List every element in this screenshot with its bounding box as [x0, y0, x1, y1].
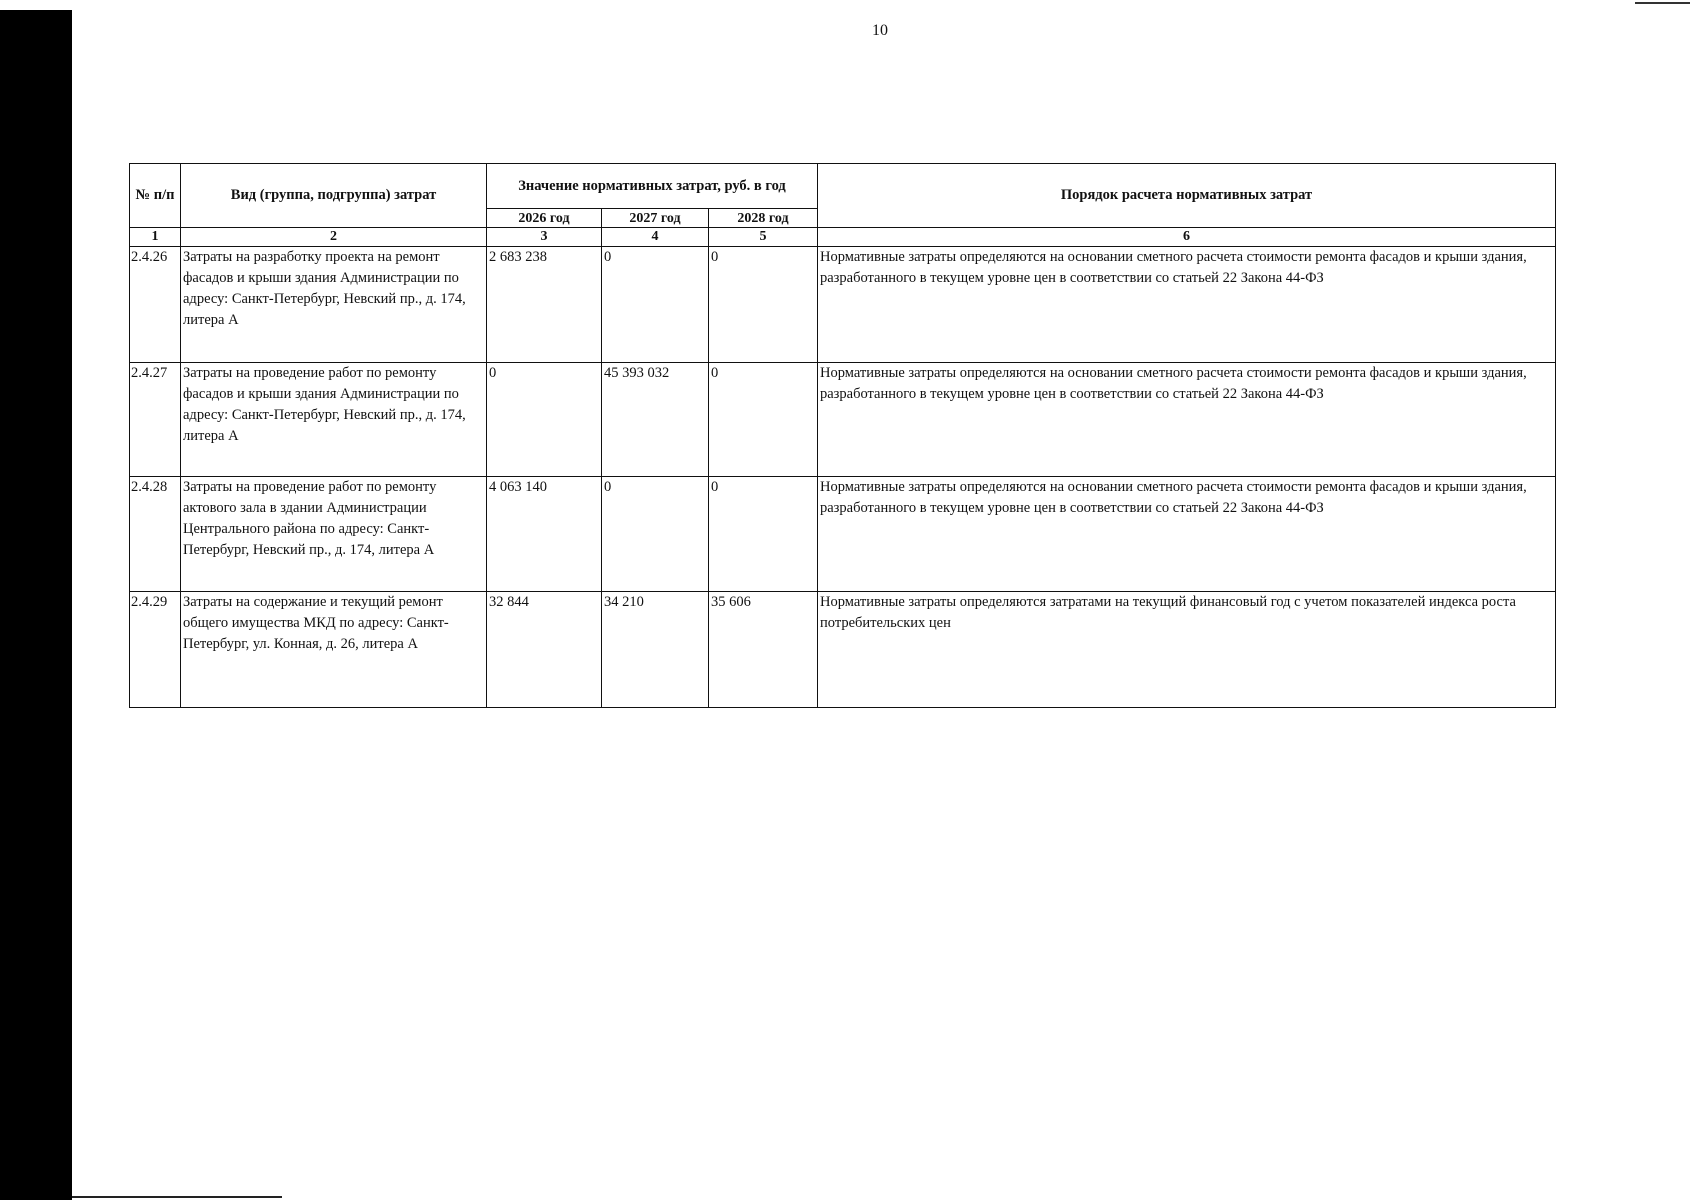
normative-costs-table	[129, 163, 1556, 708]
row-value-2026: 32 844	[487, 592, 602, 708]
row-value-2026: 4 063 140	[487, 477, 602, 592]
header-num: № п/п	[130, 164, 181, 228]
header-calculation-order: Порядок расчета нормативных затрат	[818, 164, 1556, 228]
row-value-2027: 0	[602, 477, 709, 592]
column-number: 6	[818, 228, 1556, 247]
column-number: 4	[602, 228, 709, 247]
row-number: 2.4.29	[130, 592, 181, 708]
row-number: 2.4.28	[130, 477, 181, 592]
row-calculation-order: Нормативные затраты определяются затратами на текущий финансовый год с учетом показателей индекса роста потребительских цен	[818, 592, 1556, 708]
header-year-2026: 2026 год	[487, 209, 602, 228]
row-value-2027: 45 393 032	[602, 363, 709, 477]
header-year-2028: 2028 год	[709, 209, 818, 228]
scan-black-edge	[0, 10, 72, 1200]
row-value-2026: 2 683 238	[487, 247, 602, 363]
row-cost-type: Затраты на содержание и текущий ремонт общего имущества МКД по адресу: Санкт-Петербург, ул. Конная, д. 26, литера А	[181, 592, 487, 708]
row-value-2027: 34 210	[602, 592, 709, 708]
table-row	[130, 477, 1556, 592]
column-number: 2	[181, 228, 487, 247]
row-number: 2.4.27	[130, 363, 181, 477]
column-number: 3	[487, 228, 602, 247]
row-calculation-order: Нормативные затраты определяются на основании сметного расчета стоимости ремонта фасадов и крыши здания, разработанного в текущем уровне цен в соответствии со статьей 22 Закона 44-ФЗ	[818, 247, 1556, 363]
header-value-group: Значение нормативных затрат, руб. в год	[487, 164, 818, 209]
column-number: 1	[130, 228, 181, 247]
table-row	[130, 363, 1556, 477]
row-cost-type: Затраты на проведение работ по ремонту актового зала в здании Администрации Центрального района по адресу: Санкт-Петербург, Невский пр., д. 174, литера А	[181, 477, 487, 592]
row-cost-type: Затраты на проведение работ по ремонту фасадов и крыши здания Администрации по адресу: Санкт-Петербург, Невский пр., д. 174, литера А	[181, 363, 487, 477]
row-number: 2.4.26	[130, 247, 181, 363]
header-row	[130, 164, 1556, 209]
column-numbers-row	[130, 228, 1556, 247]
column-number: 5	[709, 228, 818, 247]
row-value-2028: 0	[709, 363, 818, 477]
row-value-2028: 0	[709, 477, 818, 592]
header-cost-type: Вид (группа, подгруппа) затрат	[181, 164, 487, 228]
scan-corner-mark	[1635, 2, 1690, 4]
row-cost-type: Затраты на разработку проекта на ремонт фасадов и крыши здания Администрации по адресу: Санкт-Петербург, Невский пр., д. 174, литера А	[181, 247, 487, 363]
row-value-2026: 0	[487, 363, 602, 477]
row-value-2028: 35 606	[709, 592, 818, 708]
row-value-2028: 0	[709, 247, 818, 363]
row-value-2027: 0	[602, 247, 709, 363]
row-calculation-order: Нормативные затраты определяются на основании сметного расчета стоимости ремонта фасадов и крыши здания, разработанного в текущем уровне цен в соответствии со статьей 22 Закона 44-ФЗ	[818, 477, 1556, 592]
row-calculation-order: Нормативные затраты определяются на основании сметного расчета стоимости ремонта фасадов и крыши здания, разработанного в текущем уровне цен в соответствии со статьей 22 Закона 44-ФЗ	[818, 363, 1556, 477]
header-year-2027: 2027 год	[602, 209, 709, 228]
table-row	[130, 592, 1556, 708]
scan-bottom-line	[72, 1196, 282, 1198]
page-number: 10	[872, 22, 888, 39]
table-row	[130, 247, 1556, 363]
